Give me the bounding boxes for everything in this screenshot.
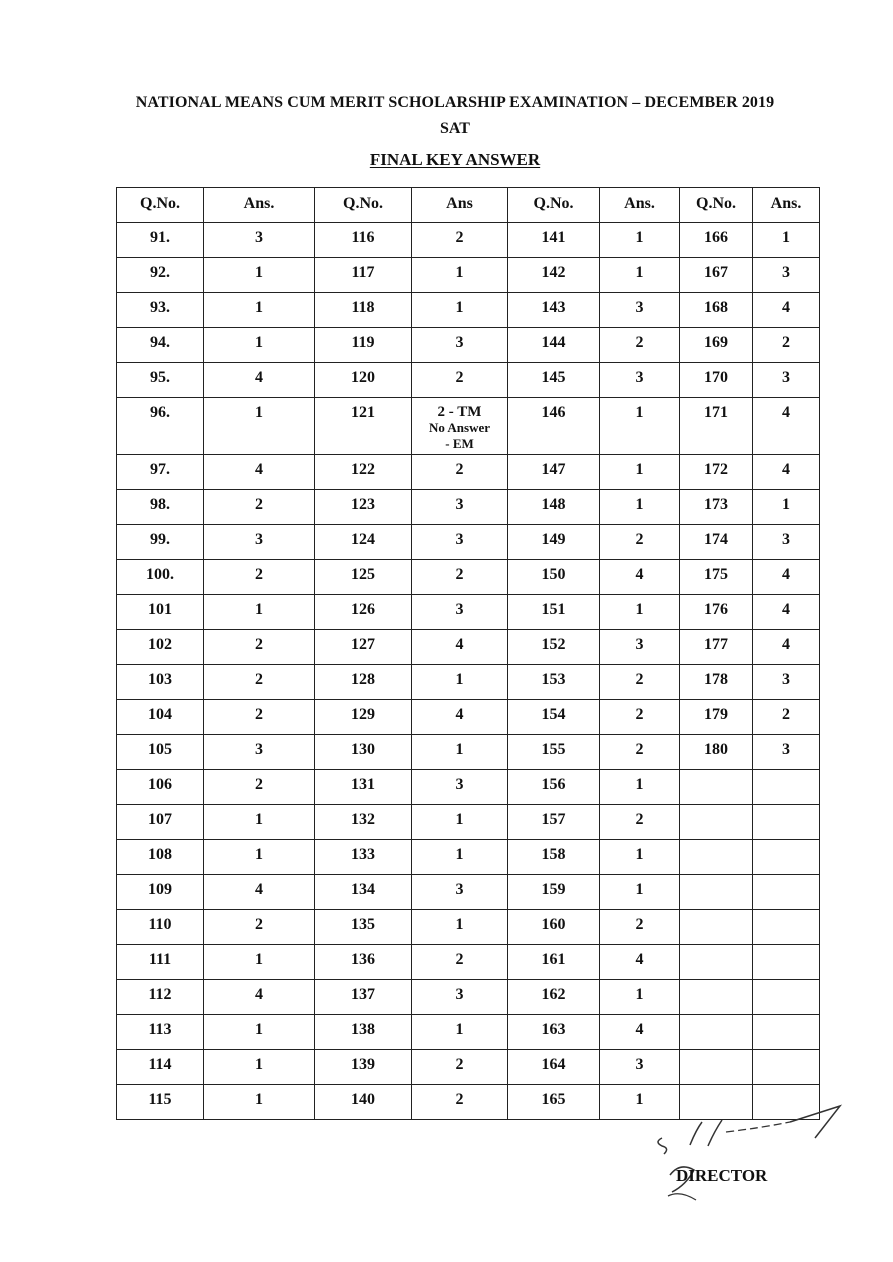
answer-cell: 1 — [753, 223, 820, 258]
answer-cell: 4 — [204, 363, 315, 398]
answer-cell: 4 — [204, 980, 315, 1015]
question-number-cell: 170 — [680, 363, 753, 398]
question-number-cell: 162 — [508, 980, 600, 1015]
answer-cell: 1 — [204, 1015, 315, 1050]
question-number-cell: 169 — [680, 328, 753, 363]
answer-cell: 4 — [412, 630, 508, 665]
answer-cell: 1 — [412, 665, 508, 700]
column-header: Q.No. — [315, 188, 412, 223]
table-row — [117, 560, 820, 595]
table-row — [117, 398, 820, 455]
answer-cell: 3 — [753, 735, 820, 770]
answer-cell: 3 — [600, 630, 680, 665]
answer-cell: 2 — [600, 735, 680, 770]
answer-cell — [753, 805, 820, 840]
answer-cell: 1 — [412, 1015, 508, 1050]
answer-cell: 3 — [204, 735, 315, 770]
answer-cell: 2 — [600, 805, 680, 840]
answer-cell: 2 — [412, 560, 508, 595]
question-number-cell: 125 — [315, 560, 412, 595]
table-row — [117, 945, 820, 980]
question-number-cell: 131 — [315, 770, 412, 805]
question-number-cell: 107 — [117, 805, 204, 840]
answer-cell: 4 — [753, 398, 820, 455]
answer-cell: 3 — [412, 595, 508, 630]
question-number-cell: 109 — [117, 875, 204, 910]
column-header: Q.No. — [680, 188, 753, 223]
question-number-cell: 178 — [680, 665, 753, 700]
question-number-cell: 168 — [680, 293, 753, 328]
answer-cell: 1 — [600, 490, 680, 525]
question-number-cell: 157 — [508, 805, 600, 840]
table-row — [117, 840, 820, 875]
answer-cell: 4 — [204, 455, 315, 490]
answer-cell: 3 — [600, 363, 680, 398]
answer-cell: 2 — [412, 945, 508, 980]
answer-cell — [753, 770, 820, 805]
table-body — [117, 223, 820, 1120]
answer-cell: 4 — [753, 293, 820, 328]
question-number-cell: 174 — [680, 525, 753, 560]
question-number-cell: 123 — [315, 490, 412, 525]
question-number-cell — [680, 840, 753, 875]
question-number-cell: 158 — [508, 840, 600, 875]
column-header: Ans. — [600, 188, 680, 223]
answer-cell: 1 — [412, 258, 508, 293]
question-number-cell: 139 — [315, 1050, 412, 1085]
question-number-cell: 160 — [508, 910, 600, 945]
answer-cell: 1 — [204, 398, 315, 455]
question-number-cell: 138 — [315, 1015, 412, 1050]
answer-cell: 4 — [412, 700, 508, 735]
question-number-cell: 94. — [117, 328, 204, 363]
table-row — [117, 700, 820, 735]
column-header: Ans — [412, 188, 508, 223]
question-number-cell: 91. — [117, 223, 204, 258]
answer-cell: 3 — [753, 665, 820, 700]
question-number-cell: 176 — [680, 595, 753, 630]
question-number-cell: 96. — [117, 398, 204, 455]
answer-cell: 2 — [412, 363, 508, 398]
column-header: Ans. — [204, 188, 315, 223]
answer-cell: 1 — [204, 945, 315, 980]
question-number-cell: 137 — [315, 980, 412, 1015]
answer-cell: 1 — [204, 1050, 315, 1085]
answer-cell: 1 — [204, 1085, 315, 1120]
answer-cell: 1 — [600, 258, 680, 293]
table-row — [117, 293, 820, 328]
question-number-cell: 99. — [117, 525, 204, 560]
answer-cell: 1 — [204, 328, 315, 363]
question-number-cell: 172 — [680, 455, 753, 490]
table-row — [117, 1015, 820, 1050]
question-number-cell: 154 — [508, 700, 600, 735]
answer-cell: 2 — [204, 700, 315, 735]
answer-cell — [753, 1050, 820, 1085]
answer-cell: 1 — [204, 805, 315, 840]
question-number-cell — [680, 945, 753, 980]
column-header: Q.No. — [508, 188, 600, 223]
multi-line-answer-part: 2 - TM — [437, 404, 482, 420]
question-number-cell: 105 — [117, 735, 204, 770]
answer-cell: 1 — [204, 595, 315, 630]
question-number-cell: 171 — [680, 398, 753, 455]
answer-cell: 3 — [204, 525, 315, 560]
question-number-cell: 122 — [315, 455, 412, 490]
question-number-cell — [680, 980, 753, 1015]
question-number-cell: 117 — [315, 258, 412, 293]
question-number-cell: 112 — [117, 980, 204, 1015]
question-number-cell: 113 — [117, 1015, 204, 1050]
answer-cell: 1 — [412, 910, 508, 945]
question-number-cell: 180 — [680, 735, 753, 770]
question-number-cell: 173 — [680, 490, 753, 525]
answer-cell: 4 — [204, 875, 315, 910]
question-number-cell: 130 — [315, 735, 412, 770]
question-number-cell: 177 — [680, 630, 753, 665]
answer-cell: 1 — [412, 805, 508, 840]
answer-cell: 2 — [600, 665, 680, 700]
question-number-cell: 128 — [315, 665, 412, 700]
answer-cell: 1 — [204, 840, 315, 875]
question-number-cell: 120 — [315, 363, 412, 398]
question-number-cell: 163 — [508, 1015, 600, 1050]
answer-cell — [753, 1015, 820, 1050]
answer-cell — [753, 875, 820, 910]
answer-cell: 2 — [412, 223, 508, 258]
answer-cell: 2 — [204, 630, 315, 665]
table-row — [117, 328, 820, 363]
table-row — [117, 910, 820, 945]
question-number-cell: 103 — [117, 665, 204, 700]
question-number-cell: 132 — [315, 805, 412, 840]
question-number-cell: 146 — [508, 398, 600, 455]
answer-cell: 1 — [412, 735, 508, 770]
question-number-cell: 151 — [508, 595, 600, 630]
answer-cell: 4 — [753, 630, 820, 665]
answer-cell: 2 — [204, 490, 315, 525]
table-row — [117, 770, 820, 805]
question-number-cell — [680, 1050, 753, 1085]
answer-key-table — [116, 187, 820, 1120]
answer-cell: 1 — [204, 293, 315, 328]
table-row — [117, 805, 820, 840]
answer-cell: 3 — [412, 490, 508, 525]
question-number-cell: 126 — [315, 595, 412, 630]
table-row — [117, 223, 820, 258]
question-number-cell: 152 — [508, 630, 600, 665]
answer-cell: 3 — [412, 525, 508, 560]
question-number-cell: 147 — [508, 455, 600, 490]
column-header: Q.No. — [117, 188, 204, 223]
table-row — [117, 875, 820, 910]
answer-cell: 2 — [204, 665, 315, 700]
answer-cell: 2 — [204, 770, 315, 805]
answer-cell: 1 — [204, 258, 315, 293]
question-number-cell: 141 — [508, 223, 600, 258]
table-row — [117, 258, 820, 293]
question-number-cell: 135 — [315, 910, 412, 945]
question-number-cell — [680, 1015, 753, 1050]
answer-cell: 1 — [600, 840, 680, 875]
answer-cell: 2 — [600, 525, 680, 560]
question-number-cell — [680, 875, 753, 910]
question-number-cell — [680, 910, 753, 945]
question-number-cell: 129 — [315, 700, 412, 735]
question-number-cell: 111 — [117, 945, 204, 980]
answer-cell: 1 — [600, 770, 680, 805]
answer-cell: 1 — [600, 980, 680, 1015]
question-number-cell: 142 — [508, 258, 600, 293]
question-number-cell: 101 — [117, 595, 204, 630]
answer-cell: 2 — [600, 910, 680, 945]
answer-cell: 3 — [753, 258, 820, 293]
answer-cell: 2 — [600, 328, 680, 363]
question-number-cell: 104 — [117, 700, 204, 735]
multi-line-answer-part: No Answer — [428, 420, 491, 435]
table-row — [117, 735, 820, 770]
question-number-cell: 148 — [508, 490, 600, 525]
table-row — [117, 455, 820, 490]
table-row — [117, 490, 820, 525]
answer-cell: 1 — [412, 293, 508, 328]
question-number-cell: 150 — [508, 560, 600, 595]
question-number-cell: 93. — [117, 293, 204, 328]
table-row — [117, 525, 820, 560]
table-row — [117, 630, 820, 665]
answer-cell: 1 — [600, 1085, 680, 1120]
answer-cell: 4 — [600, 1015, 680, 1050]
answer-cell: 2 — [204, 560, 315, 595]
signature-mark — [650, 1100, 850, 1210]
answer-cell: 2 — [204, 910, 315, 945]
question-number-cell — [680, 770, 753, 805]
answer-cell: 1 — [600, 595, 680, 630]
answer-cell: 1 — [600, 223, 680, 258]
answer-cell: 1 — [412, 840, 508, 875]
question-number-cell: 159 — [508, 875, 600, 910]
question-number-cell: 155 — [508, 735, 600, 770]
question-number-cell: 92. — [117, 258, 204, 293]
table-header-row — [117, 188, 820, 223]
question-number-cell: 127 — [315, 630, 412, 665]
answer-cell: 3 — [412, 770, 508, 805]
answer-cell: 2 — [753, 328, 820, 363]
question-number-cell: 133 — [315, 840, 412, 875]
answer-cell: 3 — [600, 293, 680, 328]
question-number-cell: 134 — [315, 875, 412, 910]
answer-cell: 3 — [412, 328, 508, 363]
answer-cell: 4 — [600, 560, 680, 595]
question-number-cell: 145 — [508, 363, 600, 398]
answer-cell — [753, 980, 820, 1015]
answer-cell — [753, 945, 820, 980]
question-number-cell: 161 — [508, 945, 600, 980]
answer-cell: 2 — [412, 455, 508, 490]
answer-cell — [753, 910, 820, 945]
question-number-cell: 108 — [117, 840, 204, 875]
question-number-cell: 140 — [315, 1085, 412, 1120]
answer-cell: 4 — [600, 945, 680, 980]
answer-cell: 4 — [753, 455, 820, 490]
answer-cell: 1 — [753, 490, 820, 525]
question-number-cell: 167 — [680, 258, 753, 293]
question-number-cell: 164 — [508, 1050, 600, 1085]
document-heading — [60, 150, 850, 170]
table-row — [117, 665, 820, 700]
question-number-cell: 166 — [680, 223, 753, 258]
table-row — [117, 1050, 820, 1085]
column-header: Ans. — [753, 188, 820, 223]
answer-cell: 1 — [600, 398, 680, 455]
question-number-cell — [680, 805, 753, 840]
question-number-cell: 110 — [117, 910, 204, 945]
document-title: NATIONAL MEANS CUM MERIT SCHOLARSHIP EXAMINATION – DECEMBER 2019 — [135, 94, 775, 111]
question-number-cell: 153 — [508, 665, 600, 700]
question-number-cell: 175 — [680, 560, 753, 595]
question-number-cell: 98. — [117, 490, 204, 525]
question-number-cell: 143 — [508, 293, 600, 328]
table-row — [117, 363, 820, 398]
answer-cell: 2 — [753, 700, 820, 735]
question-number-cell: 119 — [315, 328, 412, 363]
answer-cell: 3 — [412, 875, 508, 910]
answer-cell: 4 — [753, 560, 820, 595]
question-number-cell: 124 — [315, 525, 412, 560]
answer-cell: 3 — [753, 525, 820, 560]
question-number-cell: 179 — [680, 700, 753, 735]
answer-cell: 2 — [600, 700, 680, 735]
answer-cell: 1 — [600, 875, 680, 910]
table-row — [117, 980, 820, 1015]
document-subtitle: SAT — [440, 120, 470, 137]
answer-cell: 2 — [412, 1050, 508, 1085]
answer-cell: 3 — [412, 980, 508, 1015]
heading-text: FINAL KEY ANSWER — [369, 150, 541, 169]
question-number-cell: 156 — [508, 770, 600, 805]
question-number-cell: 106 — [117, 770, 204, 805]
answer-cell: 3 — [753, 363, 820, 398]
answer-cell: 1 — [600, 455, 680, 490]
multi-line-answer-part: - EM — [445, 436, 474, 451]
question-number-cell: 95. — [117, 363, 204, 398]
question-number-cell: 97. — [117, 455, 204, 490]
question-number-cell: 121 — [315, 398, 412, 455]
answer-cell: 3 — [204, 223, 315, 258]
answer-cell: 2 — [412, 1085, 508, 1120]
question-number-cell: 116 — [315, 223, 412, 258]
answer-cell — [412, 398, 508, 455]
question-number-cell: 144 — [508, 328, 600, 363]
table-row — [117, 595, 820, 630]
question-number-cell: 165 — [508, 1085, 600, 1120]
director-signatory: DIRECTOR — [676, 1166, 768, 1185]
answer-cell: 3 — [600, 1050, 680, 1085]
answer-cell — [753, 840, 820, 875]
question-number-cell: 102 — [117, 630, 204, 665]
answer-cell: 4 — [753, 595, 820, 630]
question-number-cell: 100. — [117, 560, 204, 595]
question-number-cell: 136 — [315, 945, 412, 980]
question-number-cell: 115 — [117, 1085, 204, 1120]
question-number-cell: 149 — [508, 525, 600, 560]
question-number-cell: 118 — [315, 293, 412, 328]
question-number-cell: 114 — [117, 1050, 204, 1085]
